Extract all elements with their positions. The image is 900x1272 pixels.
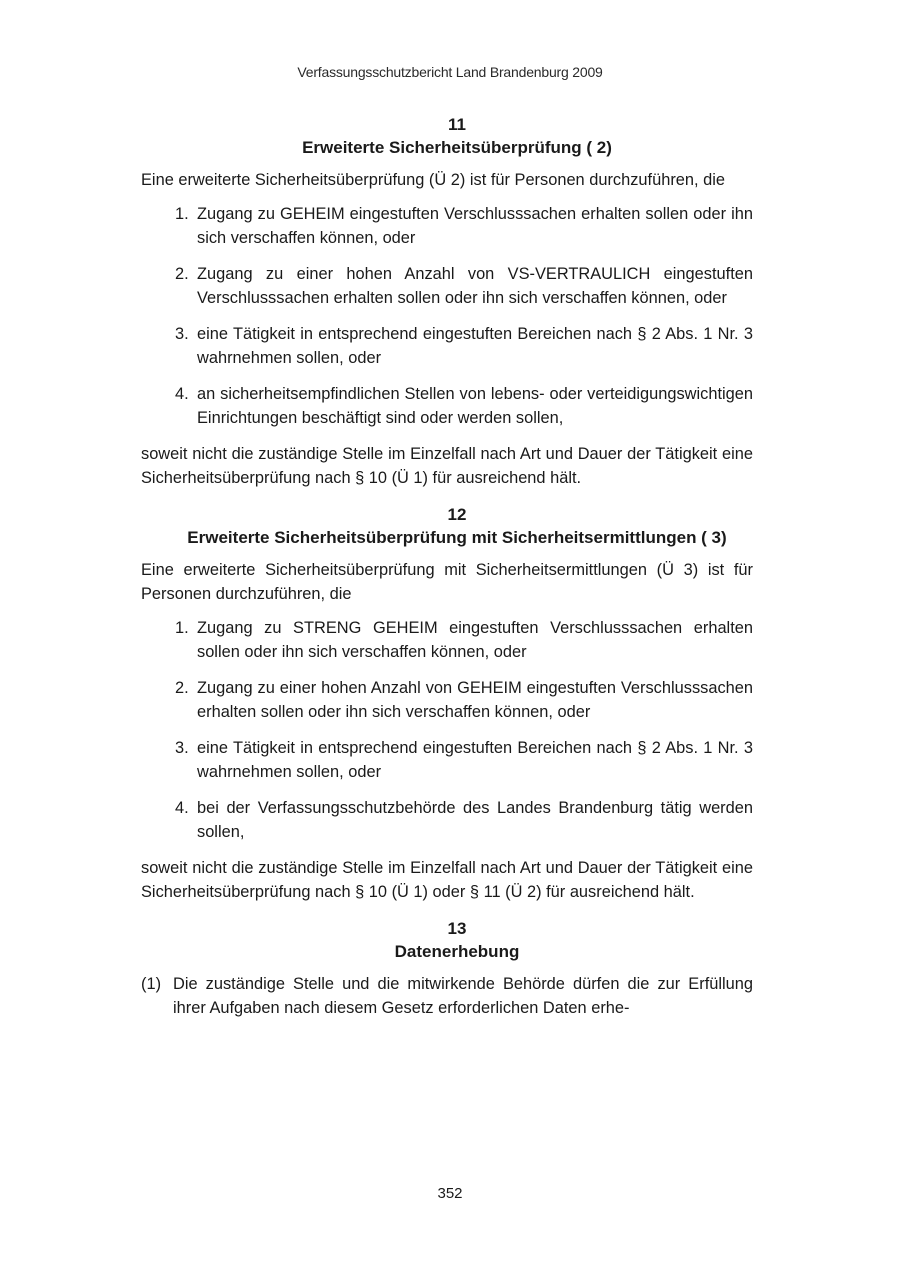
list-item [175,202,753,250]
list-item-text: Zugang zu einer hohen Anzahl von VS-VERTRAULICH eingestuften Verschlusssachen erhalten sollen oder ihn sich verschaffen können, oder [197,265,753,307]
section-11-list [141,202,753,430]
list-item-number: 2. [175,679,189,697]
section-12-intro: Eine erweiterte Sicherheitsüberprüfung mit Sicherheitsermittlungen (Ü 3) ist für Personen durchzuführen, die [141,561,753,603]
list-item [175,796,753,844]
list-item-number: 1. [175,205,189,223]
list-item-text: bei der Verfassungsschutzbehörde des Landes Brandenburg tätig werden sollen, [197,799,753,841]
list-item [175,616,753,664]
section-12-list [141,616,753,844]
section-11-title: Erweiterte Sicherheitsüberprüfung ( 2) [302,138,612,157]
section-13-title: Datenerhebung [394,942,520,961]
running-header: Verfassungsschutzbericht Land Brandenburg 2009 [297,64,603,80]
paragraph-text: Die zuständige Stelle und die mitwirkende Behörde dürfen die zur Erfüllung ihrer Aufgaben nach diesem Gesetz erforderlichen Daten erhe- [173,975,753,1017]
list-item-number: 3. [175,325,189,343]
list-item-number: 3. [175,739,189,757]
section-11-number: 11 [448,115,466,134]
page-number: 352 [437,1185,463,1202]
paragraph-number: (1) [141,975,162,993]
list-item-text: Zugang zu STRENG GEHEIM eingestuften Verschlusssachen erhalten sollen oder ihn sich verschaffen können, oder [197,619,753,661]
section-12-title: Erweiterte Sicherheitsüberprüfung mit Sicherheitsermittlungen ( 3) [187,528,727,547]
section-13-paragraph [141,972,753,1020]
list-item-number: 2. [175,265,189,283]
list-item-number: 4. [175,385,189,403]
list-item-text: Zugang zu einer hohen Anzahl von GEHEIM eingestuften Verschlusssachen erhalten sollen oder ihn sich verschaffen können, oder [197,679,753,721]
section-11-outro: soweit nicht die zuständige Stelle im Einzelfall nach Art und Dauer der Tätigkeit eine Sicherheitsüberprüfung nach § 10 (Ü 1) für ausreichend hält. [141,445,753,487]
section-13-number: 13 [447,919,467,938]
list-item-number: 1. [175,619,189,637]
list-item-text: eine Tätigkeit in entsprechend eingestuften Bereichen nach § 2 Abs. 1 Nr. 3 wahrnehmen sollen, oder [197,739,753,781]
list-item [175,262,753,310]
section-11-intro: Eine erweiterte Sicherheitsüberprüfung (Ü 2) ist für Personen durchzuführen, die [141,171,725,189]
section-12-outro: soweit nicht die zuständige Stelle im Einzelfall nach Art und Dauer der Tätigkeit eine Sicherheitsüberprüfung nach § 10 (Ü 1) oder § 11 (Ü 2) für ausreichend hält. [141,859,753,901]
page-content [141,114,753,1020]
list-item-text: eine Tätigkeit in entsprechend eingestuften Bereichen nach § 2 Abs. 1 Nr. 3 wahrnehmen sollen, oder [197,325,753,367]
list-item-number: 4. [175,799,189,817]
list-item [175,322,753,370]
list-item-text: an sicherheitsempfindlichen Stellen von lebens- oder verteidigungswichtigen Einrichtungen beschäftigt sind oder werden sollen, [197,385,753,427]
list-item [175,736,753,784]
list-item [175,676,753,724]
list-item [175,382,753,430]
list-item-text: Zugang zu GEHEIM eingestuften Verschlusssachen erhalten sollen oder ihn sich verschaffen können, oder [197,205,753,247]
section-12-number: 12 [447,505,467,524]
